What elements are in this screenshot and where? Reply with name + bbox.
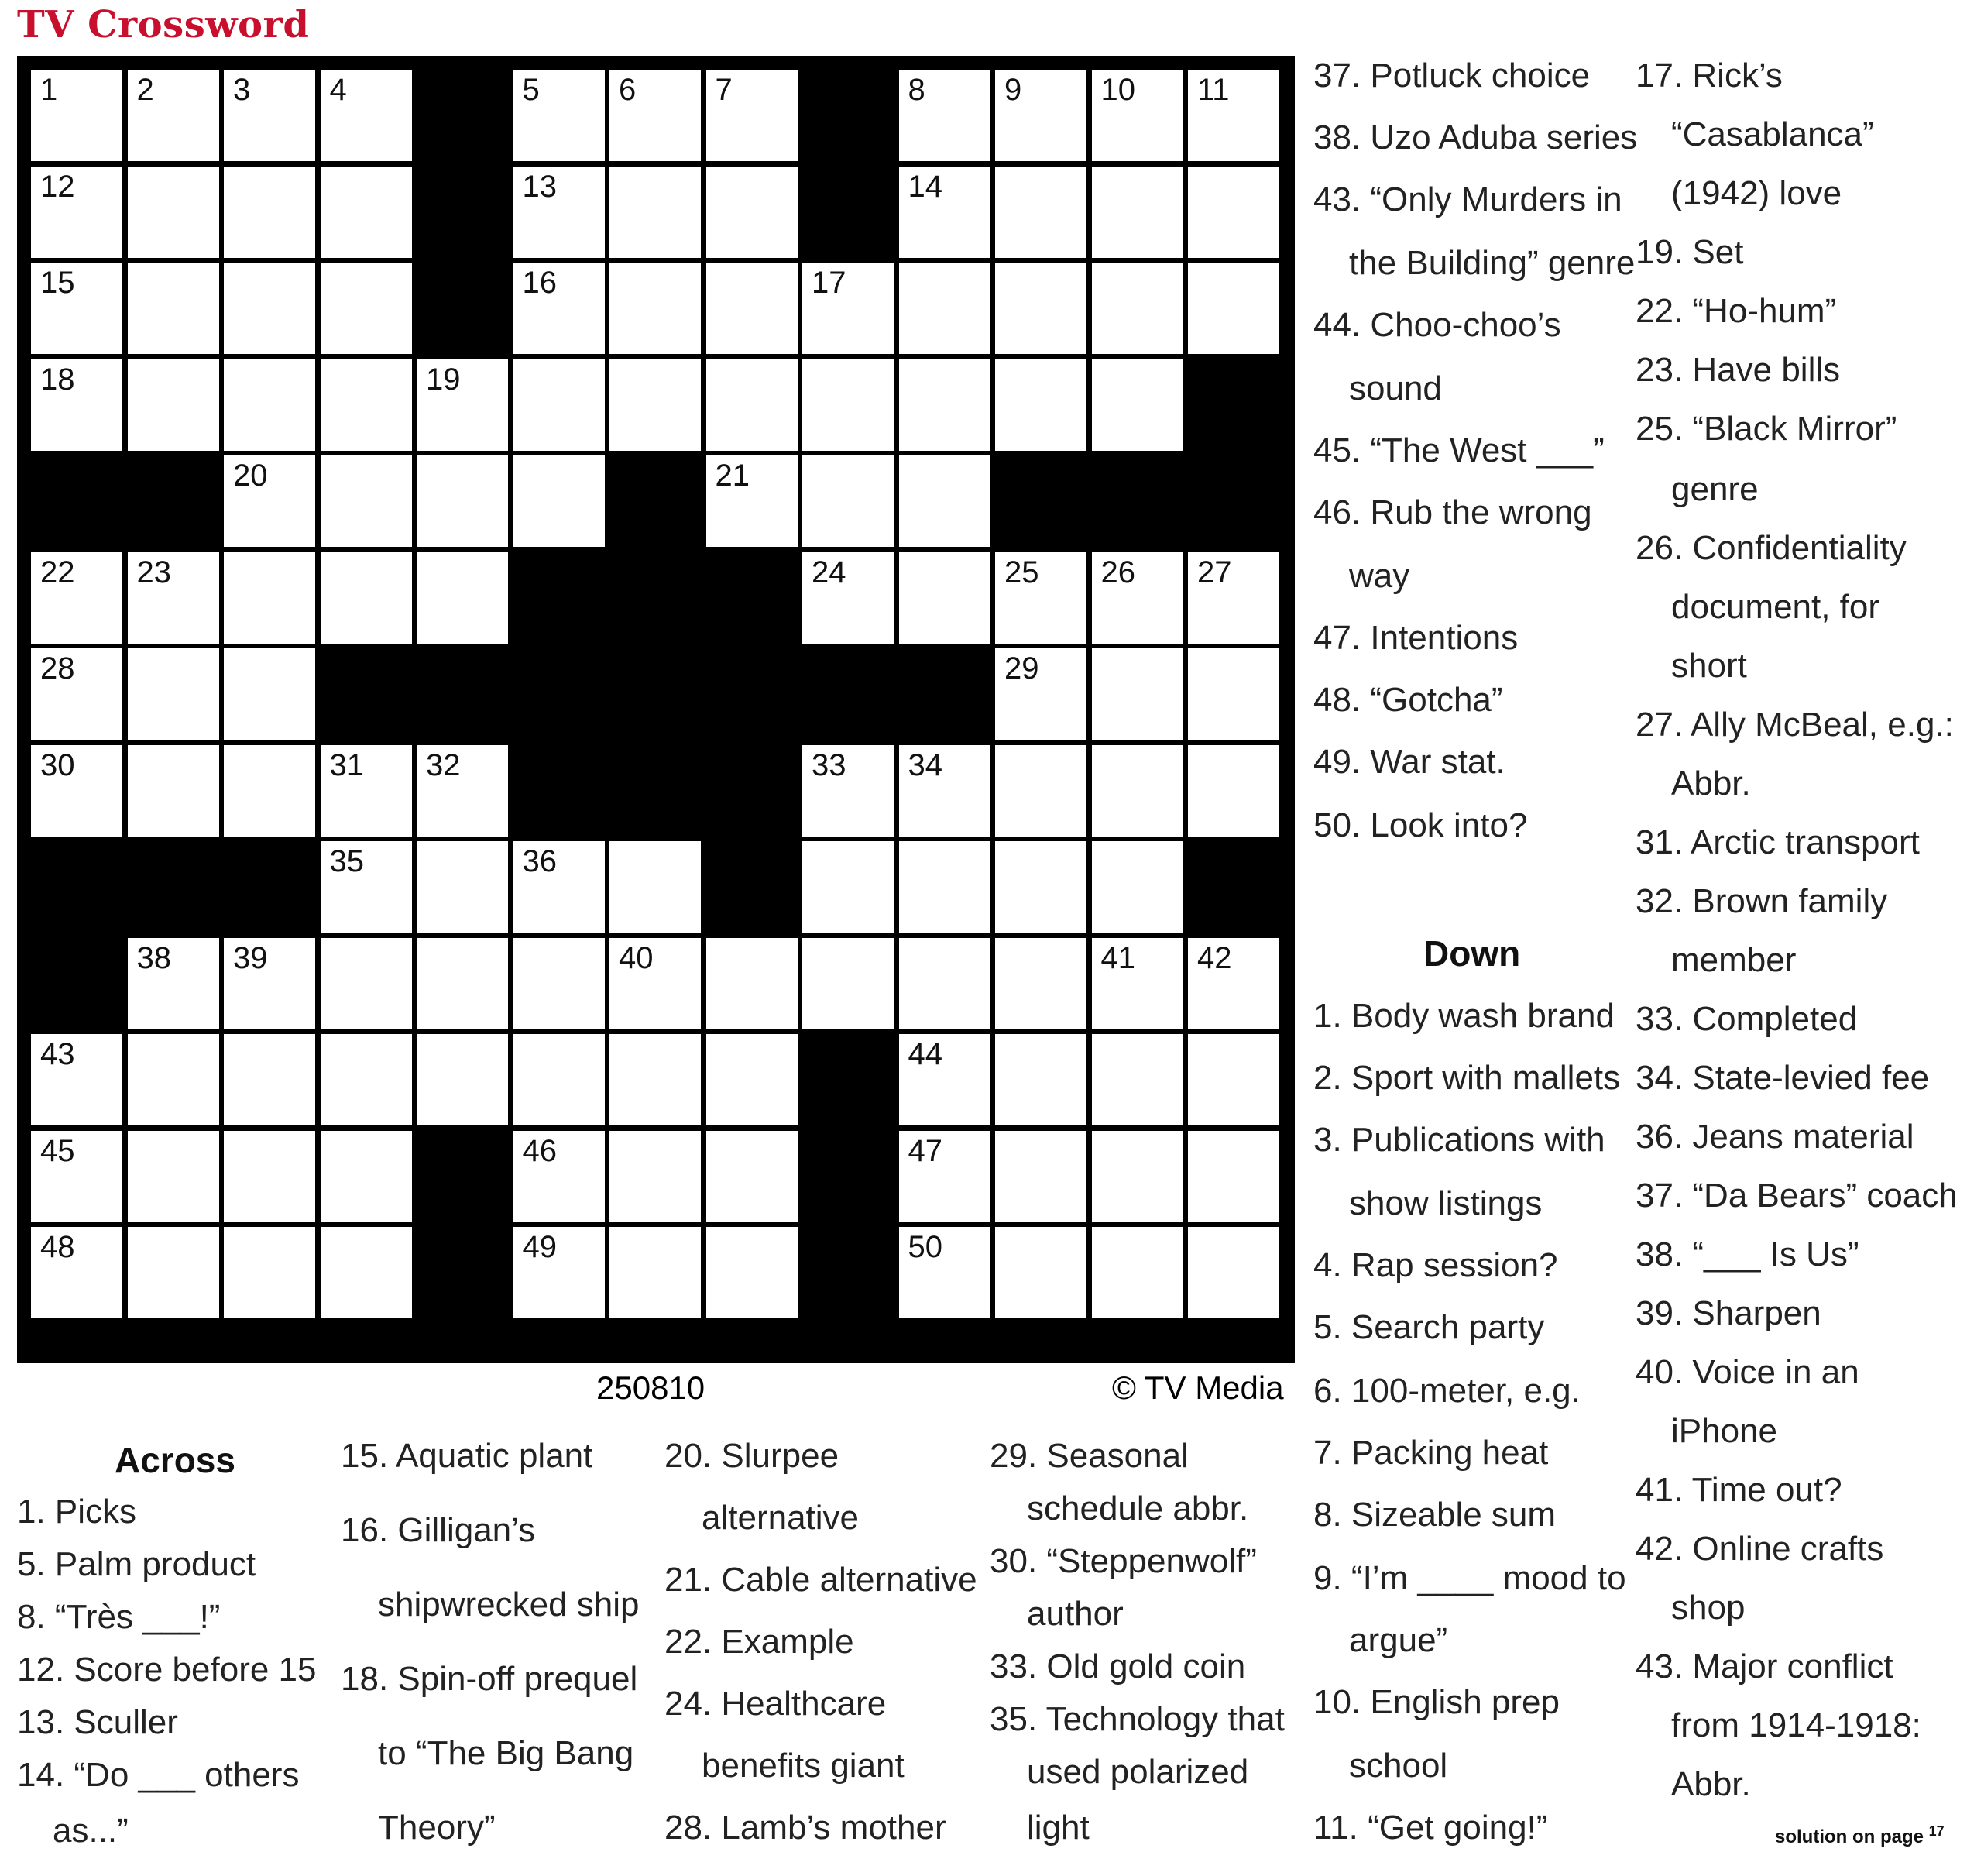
- clue-item: 43. Major conflict: [1636, 1648, 1893, 1685]
- grid-cell[interactable]: [128, 552, 219, 644]
- clue-item: 44. Choo-choo’s: [1313, 306, 1561, 344]
- cell-number: 17: [812, 266, 846, 300]
- clue-item: 34. State-levied fee: [1636, 1059, 1930, 1097]
- clue-item: 7. Packing heat: [1313, 1434, 1549, 1472]
- clue-item: 23. Have bills: [1636, 351, 1841, 389]
- grid-cell[interactable]: [513, 263, 605, 354]
- grid-cell[interactable]: [31, 552, 122, 644]
- grid-cell[interactable]: [706, 1034, 798, 1125]
- grid-cell[interactable]: [224, 359, 315, 451]
- clue-continuation: Abbr.: [1671, 1765, 1751, 1803]
- grid-cell[interactable]: [706, 938, 798, 1029]
- down-heading: Down: [1423, 933, 1521, 974]
- cell-number: 23: [136, 555, 171, 589]
- cell-number: 31: [329, 747, 364, 782]
- clue-item: 40. Voice in an: [1636, 1353, 1859, 1391]
- cell-number: 18: [40, 362, 75, 397]
- cell-number: 48: [40, 1230, 75, 1264]
- clue-item: 46. Rub the wrong: [1313, 493, 1592, 531]
- clue-continuation: from 1914-1918:: [1671, 1706, 1921, 1744]
- clue-item: 6. 100-meter, e.g.: [1313, 1372, 1581, 1410]
- grid-cell[interactable]: [706, 70, 798, 161]
- grid-cell[interactable]: [224, 938, 315, 1029]
- grid-cell[interactable]: [224, 745, 315, 837]
- grid-cell[interactable]: [31, 1131, 122, 1222]
- grid-cell[interactable]: [1188, 167, 1279, 258]
- clue-item: 49. War stat.: [1313, 743, 1505, 781]
- grid-cell[interactable]: [609, 263, 701, 354]
- grid-cell[interactable]: [321, 938, 412, 1029]
- grid-cell[interactable]: [995, 1131, 1086, 1222]
- grid-cell[interactable]: [128, 1034, 219, 1125]
- grid-cell[interactable]: [802, 263, 894, 354]
- grid-cell[interactable]: [995, 841, 1086, 933]
- grid-cell[interactable]: [128, 745, 219, 837]
- cell-number: 47: [908, 1133, 942, 1168]
- clue-item: 29. Seasonal: [990, 1437, 1189, 1475]
- cell-number: 39: [233, 940, 268, 975]
- grid-cell[interactable]: [995, 648, 1086, 740]
- grid-cell[interactable]: [513, 841, 605, 933]
- grid-cell[interactable]: [321, 841, 412, 933]
- clue-continuation: schedule abbr.: [1027, 1489, 1249, 1527]
- grid-cell[interactable]: [1188, 938, 1279, 1029]
- cell-number: 1: [40, 73, 58, 107]
- clue-item: 1. Body wash brand: [1313, 997, 1615, 1035]
- grid-cell[interactable]: [802, 552, 894, 644]
- clue-continuation: shop: [1671, 1589, 1746, 1627]
- grid-cell[interactable]: [706, 167, 798, 258]
- clue-continuation: way: [1349, 557, 1410, 595]
- grid-cell[interactable]: [224, 648, 315, 740]
- clue-item: 38. Uzo Aduba series: [1313, 119, 1638, 156]
- grid-cell[interactable]: [995, 1227, 1086, 1318]
- clue-item: 48. “Gotcha”: [1313, 681, 1503, 719]
- cell-number: 36: [522, 844, 557, 878]
- grid-cell[interactable]: [1188, 1227, 1279, 1318]
- grid-cell[interactable]: [706, 1227, 798, 1318]
- grid-cell[interactable]: [706, 455, 798, 547]
- grid-cell[interactable]: [128, 938, 219, 1029]
- cell-number: 27: [1197, 555, 1232, 589]
- grid-cell[interactable]: [995, 167, 1086, 258]
- grid-cell[interactable]: [513, 359, 605, 451]
- grid-cell[interactable]: [609, 1227, 701, 1318]
- grid-cell[interactable]: [31, 745, 122, 837]
- clue-item: 41. Time out?: [1636, 1471, 1842, 1509]
- grid-cell[interactable]: [1092, 938, 1183, 1029]
- grid-cell[interactable]: [513, 167, 605, 258]
- clue-item: 11. “Get going!”: [1313, 1809, 1548, 1847]
- clue-item: 15. Aquatic plant: [341, 1437, 593, 1475]
- grid-cell[interactable]: [128, 1227, 219, 1318]
- cell-number: 2: [136, 73, 154, 107]
- clue-item: 14. “Do ___ others: [17, 1756, 300, 1794]
- grid-cell[interactable]: [128, 263, 219, 354]
- grid-cell[interactable]: [802, 359, 894, 451]
- clue-item: 28. Lamb’s mother: [664, 1809, 946, 1847]
- grid-cell[interactable]: [321, 1034, 412, 1125]
- clue-continuation: as...”: [53, 1812, 129, 1850]
- grid-cell[interactable]: [899, 70, 990, 161]
- grid-cell[interactable]: [995, 745, 1086, 837]
- grid-cell[interactable]: [321, 359, 412, 451]
- grid-cell[interactable]: [128, 1131, 219, 1222]
- cell-number: 46: [522, 1133, 557, 1168]
- clue-item: 27. Ally McBeal, e.g.:: [1636, 706, 1954, 744]
- clue-continuation: school: [1349, 1747, 1448, 1785]
- grid-cell[interactable]: [513, 70, 605, 161]
- grid-cell[interactable]: [224, 1227, 315, 1318]
- grid-cell[interactable]: [128, 359, 219, 451]
- grid-cell[interactable]: [1092, 167, 1183, 258]
- cell-number: 41: [1100, 940, 1135, 975]
- clue-continuation: (1942) love: [1671, 174, 1842, 212]
- cell-number: 50: [908, 1230, 942, 1264]
- grid-cell[interactable]: [224, 70, 315, 161]
- grid-cell[interactable]: [321, 70, 412, 161]
- grid-cell[interactable]: [995, 938, 1086, 1029]
- clue-continuation: document, for: [1671, 588, 1880, 626]
- grid-cell[interactable]: [128, 70, 219, 161]
- cell-number: 33: [812, 747, 846, 782]
- grid-cell[interactable]: [31, 1227, 122, 1318]
- grid-cell[interactable]: [1092, 745, 1183, 837]
- grid-cell[interactable]: [417, 745, 508, 837]
- cell-number: 38: [136, 940, 171, 975]
- grid-cell[interactable]: [321, 552, 412, 644]
- grid-cell[interactable]: [417, 938, 508, 1029]
- cell-number: 5: [522, 73, 540, 107]
- grid-cell[interactable]: [31, 70, 122, 161]
- clue-item: 13. Sculler: [17, 1703, 178, 1741]
- grid-cell[interactable]: [609, 167, 701, 258]
- grid-cell[interactable]: [1092, 359, 1183, 451]
- cell-number: 40: [619, 940, 654, 975]
- solution-note-text: solution on page: [1775, 1826, 1924, 1847]
- clue-item: 43. “Only Murders in: [1313, 180, 1622, 218]
- grid-cell[interactable]: [1188, 1034, 1279, 1125]
- cell-number: 12: [40, 169, 75, 204]
- grid-cell[interactable]: [321, 455, 412, 547]
- cell-number: 45: [40, 1133, 75, 1168]
- grid-cell[interactable]: [609, 1034, 701, 1125]
- grid-cell[interactable]: [321, 1131, 412, 1222]
- grid-cell[interactable]: [609, 359, 701, 451]
- clue-continuation: show listings: [1349, 1184, 1543, 1222]
- cell-number: 19: [426, 362, 461, 397]
- grid-cell[interactable]: [802, 841, 894, 933]
- clue-continuation: member: [1671, 941, 1797, 979]
- grid-cell[interactable]: [1188, 745, 1279, 837]
- grid-cell[interactable]: [417, 1034, 508, 1125]
- cell-number: 43: [40, 1037, 75, 1071]
- grid-cell[interactable]: [128, 648, 219, 740]
- puzzle-id: 250810: [596, 1369, 705, 1406]
- clue-item: 30. “Steppenwolf”: [990, 1542, 1257, 1580]
- clue-continuation: benefits giant: [702, 1747, 905, 1785]
- grid-cell[interactable]: [899, 1227, 990, 1318]
- grid-cell[interactable]: [417, 455, 508, 547]
- clue-item: 47. Intentions: [1313, 619, 1519, 657]
- clue-item: 37. Potluck choice: [1313, 57, 1591, 94]
- clue-item: 10. English prep: [1313, 1683, 1560, 1721]
- grid-cell[interactable]: [1092, 648, 1183, 740]
- clue-item: 2. Sport with mallets: [1313, 1059, 1621, 1097]
- cell-number: 29: [1004, 651, 1039, 685]
- clue-continuation: short: [1671, 647, 1747, 685]
- clue-continuation: author: [1027, 1595, 1124, 1633]
- cell-number: 32: [426, 747, 461, 782]
- clue-continuation: light: [1027, 1809, 1090, 1847]
- clue-continuation: alternative: [702, 1499, 860, 1537]
- copyright-notice: © TV Media: [1112, 1369, 1284, 1406]
- solution-page-number: 17: [1928, 1823, 1945, 1839]
- grid-cell[interactable]: [802, 745, 894, 837]
- clue-item: 21. Cable alternative: [664, 1561, 977, 1599]
- grid-cell[interactable]: [1188, 648, 1279, 740]
- clue-item: 19. Set: [1636, 233, 1744, 271]
- clue-item: 32. Brown family: [1636, 882, 1888, 920]
- cell-number: 20: [233, 459, 268, 493]
- grid-cell[interactable]: [128, 167, 219, 258]
- grid-cell[interactable]: [899, 455, 990, 547]
- cell-number: 26: [1100, 555, 1135, 589]
- grid-cell[interactable]: [995, 552, 1086, 644]
- cell-number: 3: [233, 73, 251, 107]
- cell-number: 35: [329, 844, 364, 878]
- clue-item: 8. “Très ___!”: [17, 1598, 221, 1636]
- clue-continuation: Theory”: [378, 1809, 496, 1847]
- grid-cell[interactable]: [1092, 70, 1183, 161]
- clue-item: 5. Search party: [1313, 1308, 1545, 1346]
- grid-cell[interactable]: [706, 263, 798, 354]
- cell-number: 21: [715, 459, 750, 493]
- clue-item: 37. “Da Bears” coach: [1636, 1177, 1958, 1215]
- grid-cell[interactable]: [995, 359, 1086, 451]
- grid-cell[interactable]: [609, 841, 701, 933]
- grid-cell[interactable]: [1092, 841, 1183, 933]
- clue-item: 18. Spin-off prequel: [341, 1660, 638, 1698]
- clue-item: 38. “___ Is Us”: [1636, 1235, 1859, 1273]
- grid-cell[interactable]: [802, 455, 894, 547]
- solution-note: [1775, 1823, 1945, 1848]
- grid-cell[interactable]: [513, 1131, 605, 1222]
- across-heading: Across: [115, 1440, 235, 1480]
- grid-cell[interactable]: [899, 263, 990, 354]
- grid-cell[interactable]: [1092, 1034, 1183, 1125]
- clue-item: 42. Online crafts: [1636, 1530, 1884, 1568]
- clue-continuation: Abbr.: [1671, 764, 1751, 802]
- cell-number: 11: [1197, 73, 1230, 107]
- cell-number: 22: [40, 555, 75, 589]
- cell-number: 6: [619, 73, 637, 107]
- cell-number: 10: [1100, 73, 1135, 107]
- clue-item: 8. Sizeable sum: [1313, 1496, 1557, 1534]
- grid-cell[interactable]: [321, 1227, 412, 1318]
- cell-number: 9: [1004, 73, 1022, 107]
- grid-cell[interactable]: [899, 359, 990, 451]
- clue-item: 35. Technology that: [990, 1700, 1285, 1738]
- grid-cell[interactable]: [224, 455, 315, 547]
- clue-continuation: argue”: [1349, 1621, 1448, 1659]
- clue-item: 16. Gilligan’s: [341, 1511, 536, 1549]
- grid-cell[interactable]: [899, 1131, 990, 1222]
- grid-cell[interactable]: [31, 1034, 122, 1125]
- grid-cell[interactable]: [609, 70, 701, 161]
- grid-cell[interactable]: [224, 552, 315, 644]
- grid-cell[interactable]: [1092, 1131, 1183, 1222]
- grid-cell[interactable]: [321, 263, 412, 354]
- grid-cell[interactable]: [899, 552, 990, 644]
- clue-item: 12. Score before 15: [17, 1651, 317, 1689]
- clue-item: 26. Confidentiality: [1636, 529, 1907, 567]
- clue-item: 4. Rap session?: [1313, 1246, 1558, 1284]
- clue-item: 3. Publications with: [1313, 1121, 1605, 1159]
- grid-cell[interactable]: [609, 938, 701, 1029]
- clue-continuation: used polarized: [1027, 1753, 1249, 1791]
- grid-cell[interactable]: [706, 359, 798, 451]
- grid-cell[interactable]: [899, 841, 990, 933]
- grid-cell[interactable]: [31, 648, 122, 740]
- clue-continuation: iPhone: [1671, 1412, 1778, 1450]
- grid-cell[interactable]: [1092, 263, 1183, 354]
- cell-number: 8: [908, 73, 925, 107]
- clue-item: 36. Jeans material: [1636, 1118, 1914, 1156]
- grid-cell[interactable]: [321, 745, 412, 837]
- clue-item: 20. Slurpee: [664, 1437, 839, 1475]
- clue-item: 24. Healthcare: [664, 1685, 887, 1723]
- clue-item: 9. “I’m ____ mood to: [1313, 1559, 1626, 1597]
- clue-continuation: the Building” genre: [1349, 244, 1636, 282]
- clue-item: 45. “The West ___”: [1313, 431, 1605, 469]
- grid-cell[interactable]: [899, 167, 990, 258]
- cell-number: 44: [908, 1037, 942, 1071]
- cell-number: 16: [522, 266, 557, 300]
- grid-cell[interactable]: [899, 1034, 990, 1125]
- grid-cell[interactable]: [1188, 70, 1279, 161]
- cell-number: 7: [715, 73, 733, 107]
- cell-number: 28: [40, 651, 75, 685]
- clue-item: 22. Example: [664, 1623, 854, 1661]
- clue-item: 33. Completed: [1636, 1000, 1858, 1038]
- grid-cell[interactable]: [706, 1131, 798, 1222]
- grid-cell[interactable]: [513, 1227, 605, 1318]
- page-title: TV Crossword: [17, 3, 310, 46]
- grid-cell[interactable]: [31, 359, 122, 451]
- clue-item: 31. Arctic transport: [1636, 823, 1920, 861]
- cell-number: 15: [40, 266, 75, 300]
- grid-cell[interactable]: [995, 263, 1086, 354]
- grid-cell[interactable]: [513, 455, 605, 547]
- clue-continuation: genre: [1671, 470, 1759, 508]
- clue-continuation: “Casablanca”: [1671, 115, 1874, 153]
- grid-cell[interactable]: [609, 1131, 701, 1222]
- cell-number: 24: [812, 555, 846, 589]
- grid-cell[interactable]: [995, 1034, 1086, 1125]
- grid-cell[interactable]: [1092, 552, 1183, 644]
- cell-number: 4: [329, 73, 347, 107]
- cell-number: 42: [1197, 940, 1232, 975]
- cell-number: 13: [522, 169, 557, 204]
- grid-cell[interactable]: [31, 263, 122, 354]
- grid-cell[interactable]: [513, 938, 605, 1029]
- cell-number: 14: [908, 169, 942, 204]
- crossword-grid: [17, 56, 1295, 1363]
- grid-cell[interactable]: [321, 167, 412, 258]
- clue-item: 33. Old gold coin: [990, 1648, 1246, 1685]
- grid-cell[interactable]: [802, 938, 894, 1029]
- grid-cell[interactable]: [224, 1131, 315, 1222]
- cell-number: 25: [1004, 555, 1039, 589]
- grid-cell[interactable]: [417, 552, 508, 644]
- cell-number: 30: [40, 747, 75, 782]
- clue-item: 5. Palm product: [17, 1545, 256, 1583]
- grid-cell[interactable]: [1188, 1131, 1279, 1222]
- grid-cell[interactable]: [1092, 1227, 1183, 1318]
- clue-item: 1. Picks: [17, 1493, 137, 1531]
- grid-cell[interactable]: [417, 841, 508, 933]
- grid-cell[interactable]: [1188, 263, 1279, 354]
- clue-item: 22. “Ho-hum”: [1636, 292, 1837, 330]
- clue-continuation: sound: [1349, 369, 1442, 407]
- grid-cell[interactable]: [224, 167, 315, 258]
- grid-cell[interactable]: [513, 1034, 605, 1125]
- cell-number: 49: [522, 1230, 557, 1264]
- clue-item: 50. Look into?: [1313, 806, 1528, 844]
- grid-cell[interactable]: [224, 1034, 315, 1125]
- grid-cell[interactable]: [417, 359, 508, 451]
- clue-item: 25. “Black Mirror”: [1636, 410, 1897, 448]
- clue-continuation: shipwrecked ship: [378, 1586, 640, 1623]
- grid-cell[interactable]: [899, 745, 990, 837]
- cell-number: 34: [908, 747, 942, 782]
- clue-item: 39. Sharpen: [1636, 1294, 1821, 1332]
- grid-cell[interactable]: [31, 167, 122, 258]
- grid-cell[interactable]: [899, 938, 990, 1029]
- grid-cell[interactable]: [224, 263, 315, 354]
- clue-continuation: to “The Big Bang: [378, 1734, 634, 1772]
- clue-item: 17. Rick’s: [1636, 57, 1783, 94]
- grid-cell[interactable]: [1188, 552, 1279, 644]
- grid-cell[interactable]: [995, 70, 1086, 161]
